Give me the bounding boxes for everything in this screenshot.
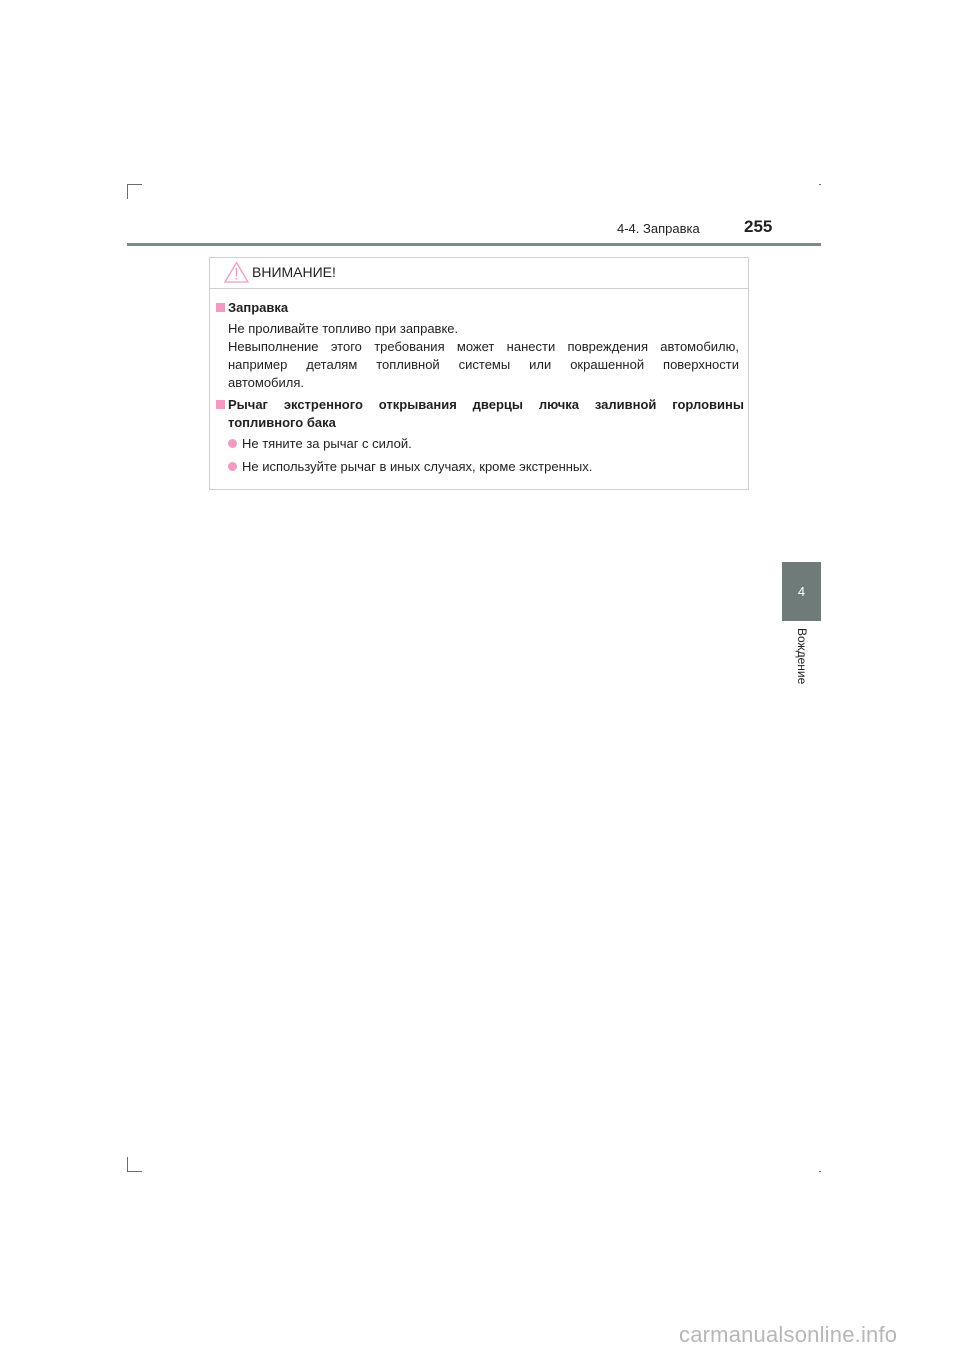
page-number: 255	[744, 217, 773, 236]
section-heading-refueling	[228, 299, 744, 317]
square-bullet-icon	[216, 400, 225, 409]
bullet-text: Не тяните за рычаг с силой.	[242, 436, 412, 451]
round-bullet-icon	[228, 462, 237, 471]
chapter-number: 4	[797, 584, 806, 599]
crop-mark	[127, 184, 128, 199]
section-label: 4-4. Заправка	[617, 221, 700, 236]
section-heading-emergency-lever	[228, 396, 744, 432]
crop-mark	[819, 1171, 821, 1172]
round-bullet-icon	[228, 439, 237, 448]
paragraph-line: Невыполнение этого требования может нанести повреждения автомобилю,	[228, 339, 739, 354]
chapter-title: Вождение	[795, 628, 809, 685]
chapter-tab	[782, 562, 821, 621]
square-bullet-icon	[216, 303, 225, 312]
caution-title: ВНИМАНИЕ!	[252, 264, 336, 280]
paragraph-line: например деталям топливной системы или окрашенной поверхности	[228, 357, 739, 372]
crop-mark	[127, 184, 142, 185]
paragraph-line: Не проливайте топливо при заправке.	[228, 321, 459, 336]
warning-triangle-icon	[224, 261, 249, 283]
crop-mark	[127, 1157, 128, 1172]
list-item	[228, 458, 739, 476]
caution-box	[209, 257, 749, 490]
heading-line: Рычаг экстренного открывания дверцы лючка заливной горловины	[228, 397, 744, 412]
paragraph-line: автомобиля.	[228, 375, 305, 390]
refueling-paragraph	[228, 320, 739, 392]
bullet-text: Не используйте рычаг в иных случаях, кроме экстренных.	[242, 459, 593, 474]
header-rule	[127, 243, 821, 246]
heading-line: топливного бака	[228, 415, 336, 430]
watermark: carmanualsonline.info	[679, 1322, 898, 1347]
crop-mark	[127, 1171, 142, 1172]
list-item	[228, 435, 739, 453]
caution-header	[210, 258, 748, 289]
crop-mark	[819, 184, 821, 185]
heading-text: Заправка	[228, 300, 289, 315]
